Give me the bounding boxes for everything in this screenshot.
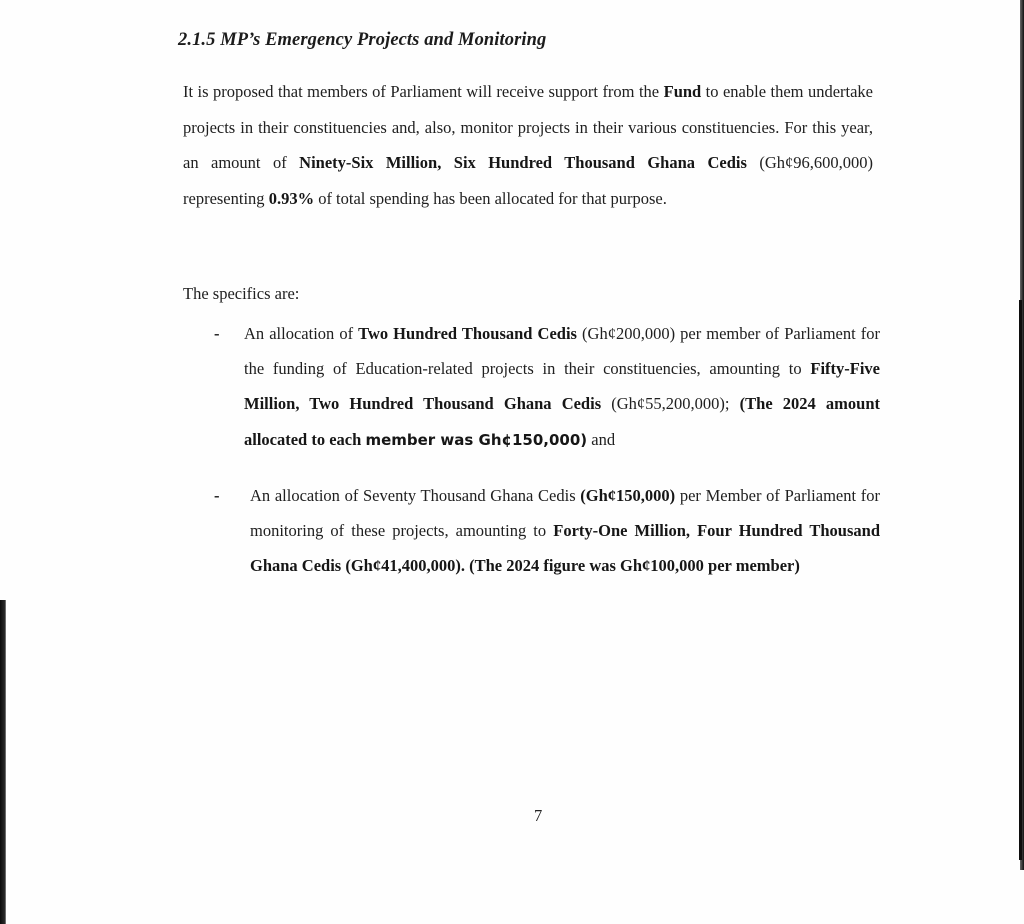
bullet1-bold-sans: member was Gh¢150,000) <box>365 430 588 449</box>
specifics-list <box>210 316 880 583</box>
intro-text-4: of total spending has been allocated for that purpose. <box>314 188 667 208</box>
intro-text-2: to enable them undertake projects in their constituencies and, also, monitor projects in their various constituencies. For this year, an amount of <box>183 82 874 172</box>
bullet1-text-2: (Gh¢200,000) per member of Parliament for the funding of Education-related projects in their constituencies, amounting to <box>244 324 880 379</box>
bullet-dash-icon: - <box>214 485 220 505</box>
list-item-monitoring-allocation <box>210 478 880 584</box>
bullet1-bold-3: (The 2024 amount allocated to each <box>244 394 881 449</box>
page-number: 7 <box>534 806 543 825</box>
intro-bold-amount: Ninety-Six Million, Six Hundred Thousand Ghana Cedis <box>299 153 747 172</box>
bullet1-bold-2: Fifty-Five Million, Two Hundred Thousand Ghana Cedis <box>244 359 880 414</box>
bullet1-text-3: (Gh¢55,200,000); <box>601 394 740 414</box>
bullet1-bold-1: Two Hundred Thousand Cedis <box>358 324 577 343</box>
specifics-label: The specifics are: <box>183 284 300 303</box>
bullet2-bold-2: Forty-One Million, Four Hundred Thousand Ghana Cedis (Gh¢41,400,000). (The 2024 figure was Gh¢100,000 per member) <box>250 521 880 576</box>
intro-paragraph <box>183 74 873 216</box>
list-item-education-allocation <box>210 316 880 458</box>
bullet1-text-4: and <box>587 429 616 449</box>
bullet1-text-1: An allocation of <box>244 324 359 343</box>
bullet-dash-icon: - <box>214 324 220 343</box>
intro-bold-fund: Fund <box>663 82 702 101</box>
intro-text-3: (Gh¢96,600,000) representing <box>183 153 874 208</box>
scan-edge-right-shadow <box>1019 300 1022 860</box>
bullet2-text-1: An allocation of Seventy Thousand Ghana Cedis <box>250 485 581 505</box>
bullet2-bold-1: (Gh¢150,000) <box>580 485 676 505</box>
scan-edge-left <box>0 600 6 924</box>
bullet2-text-2: per Member of Parliament for monitoring of these projects, amounting to <box>250 485 880 541</box>
section-heading: 2.1.5 MP’s Emergency Projects and Monitoring <box>178 30 547 50</box>
intro-bold-percent: 0.93% <box>268 188 315 208</box>
intro-text-1: It is proposed that members of Parliament will receive support from the <box>183 82 664 101</box>
